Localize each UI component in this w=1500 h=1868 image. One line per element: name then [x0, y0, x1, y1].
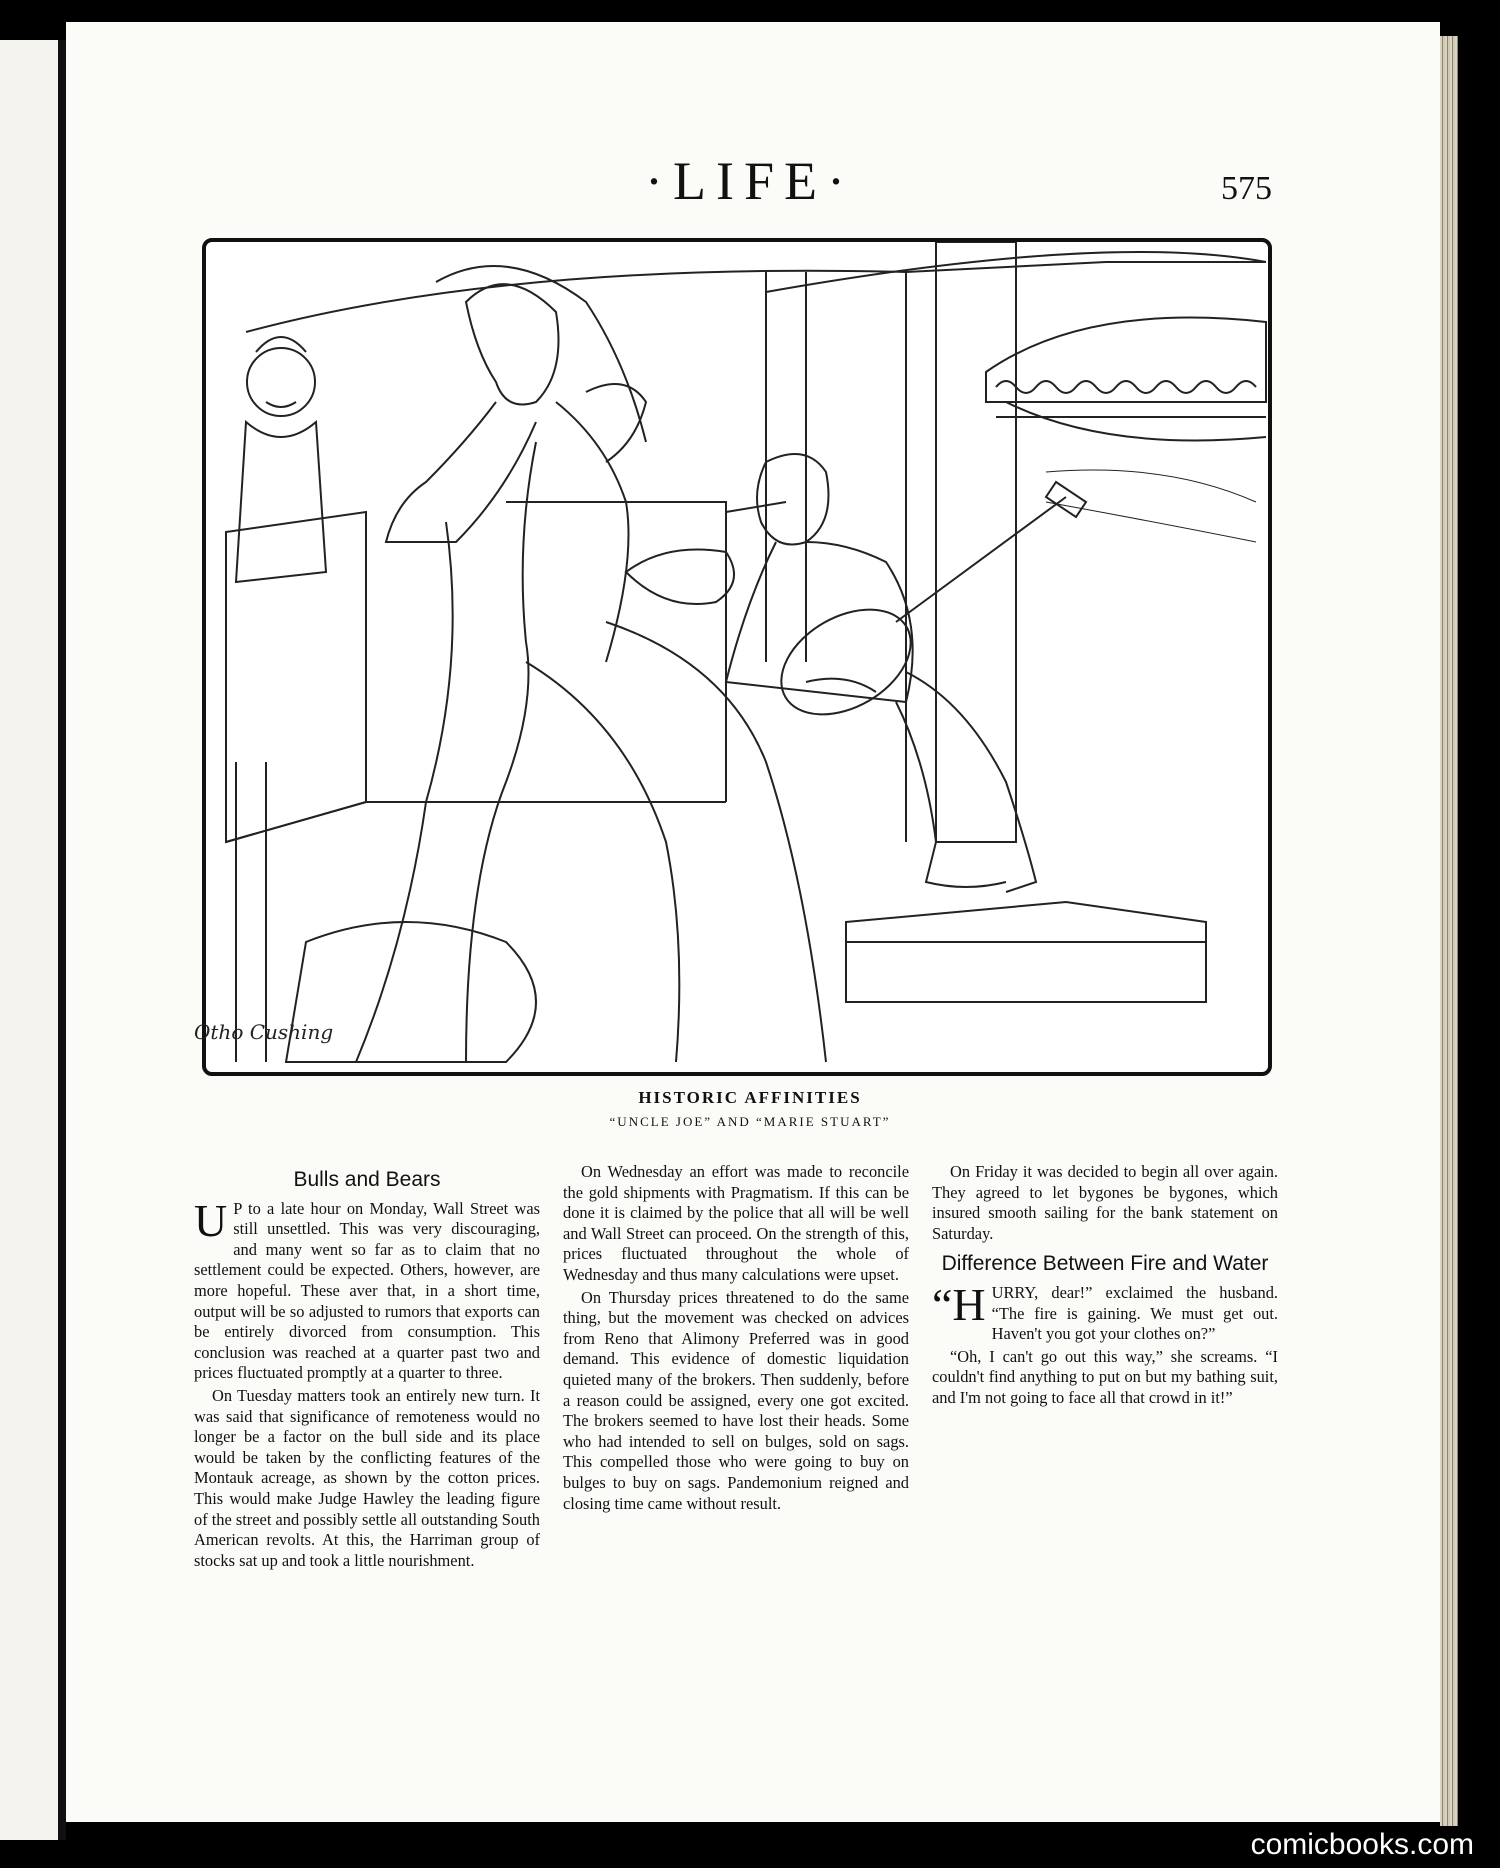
page-number: 575 [1221, 170, 1272, 207]
artist-signature: Otho Cushing [194, 1020, 334, 1044]
woman-veil [436, 266, 646, 442]
article-paragraph: U P to a late hour on Monday, Wall Street was still unsettled. This was very discouraging, and many went so far as to claim that no settlement could be expected. Others, however, are more hopeful. These aver that, in a short time, output will be so adjusted to rumors that exports can be entirely divorced from consumption. This conclusion was reached at a quarter past two and prices fluctuated promptly at a quarter to three. [194, 1194, 540, 1383]
cigar [726, 502, 786, 512]
woman-gown [606, 622, 826, 1062]
man-torso [726, 542, 913, 702]
mandolin-neck [896, 497, 1066, 622]
book-gutter [58, 40, 66, 1840]
adjacent-page-edge [0, 40, 58, 1840]
stage-step [846, 902, 1206, 1002]
cartoon-drawing [206, 242, 1268, 1072]
article-heading-fire-and-water: Difference Between Fire and Water [941, 1252, 1269, 1276]
text-column-2 [563, 1162, 909, 1516]
masthead: ·LIFE· [645, 151, 855, 211]
article-paragraph: “Oh, I can't go out this way,” she screams. “I couldn't find anything to put on but my bathing suit, and I'm not going to face all that crowd in it!” [932, 1346, 1278, 1407]
site-watermark: comicbooks.com [1250, 1828, 1474, 1861]
drop-cap: “H [932, 1278, 986, 1330]
drop-cap: U [194, 1194, 228, 1246]
text-column-1 [194, 1160, 540, 1573]
ceiling-arch [246, 262, 1266, 332]
illustration-caption-title: HISTORIC AFFINITIES [638, 1088, 862, 1107]
page-stack-edge [1440, 36, 1458, 1826]
cartoon-illustration [202, 238, 1272, 1076]
woman-head [466, 284, 559, 404]
article-paragraph: On Thursday prices threatened to do the same thing, but the movement was checked on advices from Reno that Alimony Preferred was in good demand. This evidence of domestic liquidation quieted many of the brokers. Then suddenly, before a reason could be assigned, every one got excited. The brokers seemed to have lost their heads. Some who had intended to sell on bulges, sold on sags. This compelled those who were going to buy on bulges to buy on sags. Pandemonium reigned and closing time came without result. [563, 1287, 909, 1513]
mandolin-body [763, 588, 929, 736]
text-column-3 [932, 1162, 1278, 1411]
theater-box-balcony [986, 318, 1266, 402]
cushion [626, 550, 734, 605]
box-railing [226, 512, 366, 842]
article-heading-bulls-and-bears: Bulls and Bears [293, 1168, 441, 1191]
illustration-caption-subtitle: “UNCLE JOE” AND “MARIE STUART” [609, 1114, 891, 1129]
article-paragraph: On Friday it was decided to begin all over again. They agreed to let bygones be bygones, which insured smooth sailing for the bank statement on Saturday. [932, 1162, 1278, 1243]
article-paragraph: On Tuesday matters took an entirely new turn. It was said that significance of remoteness would no longer be a factor on the bull side and its place would be taken by the conflicting features of the Montauk acreage, as shown by the cotton prices. This would make Judge Hawley the leading figure of the street and possibly settle all outstanding South American revolts. At this, the Harriman group of stocks sat up and took a little nourishment. [194, 1385, 540, 1570]
woman-sleeve [356, 522, 453, 1062]
article-paragraph: “HURRY, dear!” exclaimed the husband. “The fire is gaining. We must get out. Haven't you got your clothes on?” [932, 1278, 1278, 1344]
article-paragraph: On Wednesday an effort was made to reconcile the gold shipments with Pragmatism. If this can be done it is claimed by the police that all will be well and Wall Street can proceed. On the strength of this, prices fluctuated throughout the whole of Wednesday and thus many calculations were upset. [563, 1162, 909, 1284]
wall-panels [766, 272, 906, 842]
man-head [757, 454, 829, 545]
background-figure-head [247, 348, 315, 416]
